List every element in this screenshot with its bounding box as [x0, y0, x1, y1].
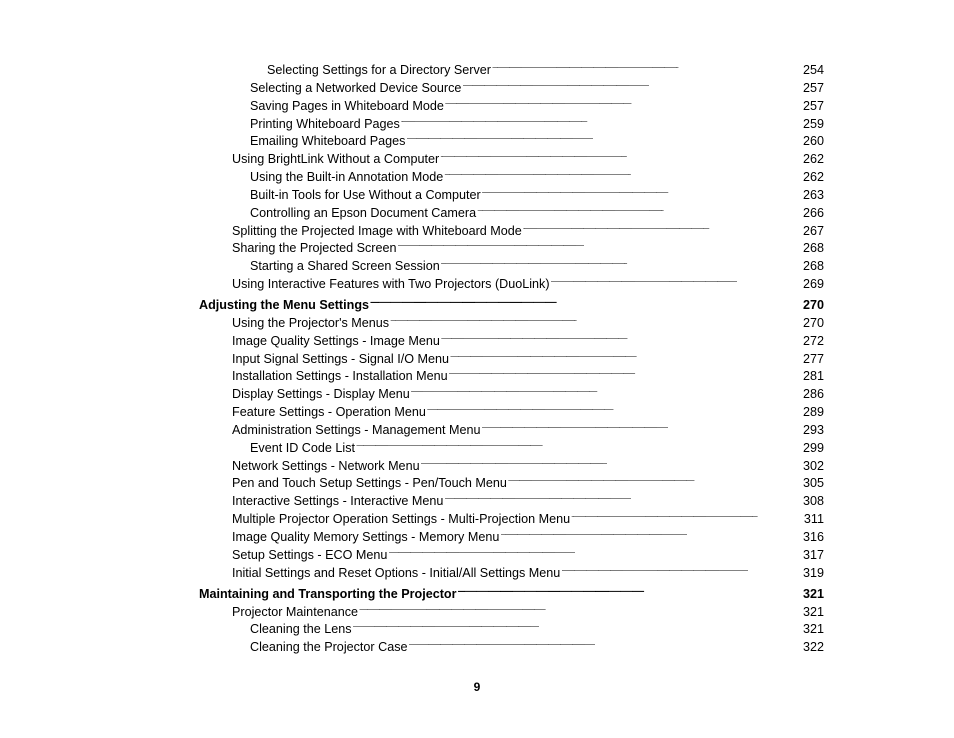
dot-leader — [427, 404, 800, 416]
dot-leader — [441, 333, 800, 345]
dot-leader — [450, 351, 800, 363]
toc-entry-page: 317 — [802, 548, 824, 562]
dot-leader — [551, 276, 800, 288]
dot-leader — [353, 621, 800, 633]
toc-entry-title: Multiple Projector Operation Settings - Multi-Projection Menu — [232, 512, 571, 526]
toc-entry[interactable] — [267, 62, 824, 78]
toc-entry-page: 270 — [802, 298, 824, 312]
toc-entry[interactable] — [232, 493, 824, 509]
dot-leader — [409, 639, 800, 651]
toc-entry[interactable] — [232, 368, 824, 384]
toc-entry-title: Using the Built-in Annotation Mode — [250, 170, 444, 184]
toc-entry-title: Controlling an Epson Document Camera — [250, 206, 477, 220]
toc-entry-title: Using Interactive Features with Two Projectors (DuoLink) — [232, 277, 550, 291]
toc-entry-page: 299 — [802, 441, 824, 455]
toc-entry[interactable] — [250, 639, 824, 655]
toc-entry-title: Event ID Code List — [250, 441, 355, 455]
dot-leader — [441, 258, 800, 270]
toc-entry-page: 305 — [802, 476, 824, 490]
toc-entry[interactable] — [232, 223, 824, 239]
toc-entry-title: Initial Settings and Reset Options - Initial/All Settings Menu — [232, 566, 561, 580]
toc-entry-page: 302 — [802, 459, 824, 473]
toc-entry-title: Cleaning the Projector Case — [250, 640, 408, 654]
toc-chapter-entry[interactable] — [199, 586, 824, 602]
dot-leader — [477, 205, 800, 217]
dot-leader — [401, 116, 800, 128]
dot-leader — [462, 80, 800, 92]
dot-leader — [398, 240, 800, 252]
toc-entry-page: 308 — [802, 494, 824, 508]
toc-entry-title: Using BrightLink Without a Computer — [232, 152, 440, 166]
toc-entry[interactable] — [232, 333, 824, 349]
toc-entry-page: 260 — [802, 134, 824, 148]
toc-entry-title: Image Quality Settings - Image Menu — [232, 334, 440, 348]
toc-entry-page: 263 — [802, 188, 824, 202]
dot-leader — [561, 565, 800, 577]
toc-entry[interactable] — [250, 133, 824, 149]
toc-entry-title: Maintaining and Transporting the Projector — [199, 587, 457, 601]
toc-entry[interactable] — [232, 351, 824, 367]
toc-entry-title: Sharing the Projected Screen — [232, 241, 397, 255]
toc-entry-title: Projector Maintenance — [232, 605, 359, 619]
toc-entry-title: Interactive Settings - Interactive Menu — [232, 494, 444, 508]
toc-entry[interactable] — [250, 80, 824, 96]
toc-entry-page: 316 — [802, 530, 824, 544]
toc-entry[interactable] — [232, 547, 824, 563]
toc-entry-page: 268 — [802, 241, 824, 255]
toc-entry-page: 270 — [802, 316, 824, 330]
toc-entry[interactable] — [232, 422, 824, 438]
toc-entry-page: 267 — [802, 224, 824, 238]
toc-entry-page: 311 — [803, 512, 824, 526]
toc-entry-title: Adjusting the Menu Settings — [199, 298, 370, 312]
toc-entry-title: Setup Settings - ECO Menu — [232, 548, 388, 562]
toc-entry-title: Installation Settings - Installation Menu — [232, 369, 448, 383]
toc-entry-title: Using the Projector's Menus — [232, 316, 390, 330]
toc-entry-page: 262 — [802, 152, 824, 166]
dot-leader — [482, 187, 800, 199]
dot-leader — [444, 493, 800, 505]
toc-entry[interactable] — [232, 315, 824, 331]
dot-leader — [356, 440, 800, 452]
toc-entry-title: Saving Pages in Whiteboard Mode — [250, 99, 444, 113]
toc-entry-title: Feature Settings - Operation Menu — [232, 405, 426, 419]
toc-entry-page: 286 — [802, 387, 824, 401]
toc-entry-title: Splitting the Projected Image with Whiteboard Mode — [232, 224, 522, 238]
toc-entry[interactable] — [250, 98, 824, 114]
toc-entry[interactable] — [232, 529, 824, 545]
toc-entry[interactable] — [232, 151, 824, 167]
page-number: 9 — [473, 680, 481, 694]
dot-leader — [571, 511, 801, 523]
toc-entry-title: Selecting Settings for a Directory Server — [267, 63, 491, 77]
toc-entry-page: 257 — [802, 81, 824, 95]
toc-entry[interactable] — [232, 565, 824, 581]
dot-leader — [390, 315, 800, 327]
dot-leader — [411, 386, 800, 398]
toc-entry[interactable] — [232, 475, 824, 491]
toc-entry-page: 281 — [802, 369, 824, 383]
dot-leader — [388, 547, 800, 559]
toc-entry[interactable] — [250, 187, 824, 203]
dot-leader — [444, 169, 800, 181]
toc-entry[interactable] — [250, 258, 824, 274]
toc-entry[interactable] — [232, 404, 824, 420]
dot-leader — [482, 422, 800, 434]
toc-entry-page: 321 — [802, 587, 824, 601]
dot-leader — [500, 529, 800, 541]
dot-leader — [508, 475, 800, 487]
toc-entry-title: Administration Settings - Management Menu — [232, 423, 481, 437]
toc-entry-title: Pen and Touch Setup Settings - Pen/Touch Menu — [232, 476, 507, 490]
toc-entry-page: 257 — [802, 99, 824, 113]
toc-entry-page: 272 — [802, 334, 824, 348]
toc-entry[interactable] — [232, 604, 824, 620]
dot-leader — [440, 151, 800, 163]
toc-entry-title: Input Signal Settings - Signal I/O Menu — [232, 352, 450, 366]
toc-entry-page: 322 — [802, 640, 824, 654]
toc-entry-title: Image Quality Memory Settings - Memory Menu — [232, 530, 500, 544]
dot-leader — [406, 133, 800, 145]
toc-entry-title: Emailing Whiteboard Pages — [250, 134, 406, 148]
toc-entry[interactable] — [232, 386, 824, 402]
toc-entry[interactable] — [232, 240, 824, 256]
dot-leader — [458, 586, 800, 598]
toc-entry[interactable] — [250, 169, 824, 185]
toc-entry-page: 321 — [802, 622, 824, 636]
toc-chapter-entry[interactable] — [199, 297, 824, 313]
toc-entry-title: Network Settings - Network Menu — [232, 459, 420, 473]
toc-entry-page: 321 — [802, 605, 824, 619]
dot-leader — [449, 368, 800, 380]
toc-entry[interactable] — [250, 621, 824, 637]
toc-entry-title: Display Settings - Display Menu — [232, 387, 410, 401]
toc-entry-page: 262 — [802, 170, 824, 184]
toc-entry-page: 293 — [802, 423, 824, 437]
toc-entry-title: Cleaning the Lens — [250, 622, 352, 636]
toc-entry-page: 319 — [802, 566, 824, 580]
dot-leader — [370, 297, 800, 309]
dot-leader — [421, 458, 800, 470]
toc-entry-title: Starting a Shared Screen Session — [250, 259, 440, 273]
toc-entry[interactable] — [250, 116, 824, 132]
toc-entry[interactable] — [232, 458, 824, 474]
toc-entry-page: 289 — [802, 405, 824, 419]
dot-leader — [492, 62, 800, 74]
toc-entry-page: 269 — [802, 277, 824, 291]
toc-entry[interactable] — [250, 440, 824, 456]
toc-entry-title: Built-in Tools for Use Without a Computer — [250, 188, 481, 202]
dot-leader — [523, 223, 800, 235]
toc-entry-page: 268 — [802, 259, 824, 273]
toc-entry-page: 277 — [802, 352, 824, 366]
toc-entry[interactable] — [232, 276, 824, 292]
toc-entry-page: 259 — [802, 117, 824, 131]
toc-entry-title: Printing Whiteboard Pages — [250, 117, 400, 131]
toc-entry-title: Selecting a Networked Device Source — [250, 81, 462, 95]
dot-leader — [445, 98, 800, 110]
toc-entry[interactable] — [250, 205, 824, 221]
toc-entry-page: 254 — [802, 63, 824, 77]
dot-leader — [359, 604, 800, 616]
toc-entry-page: 266 — [802, 206, 824, 220]
toc-entry[interactable] — [232, 511, 824, 527]
